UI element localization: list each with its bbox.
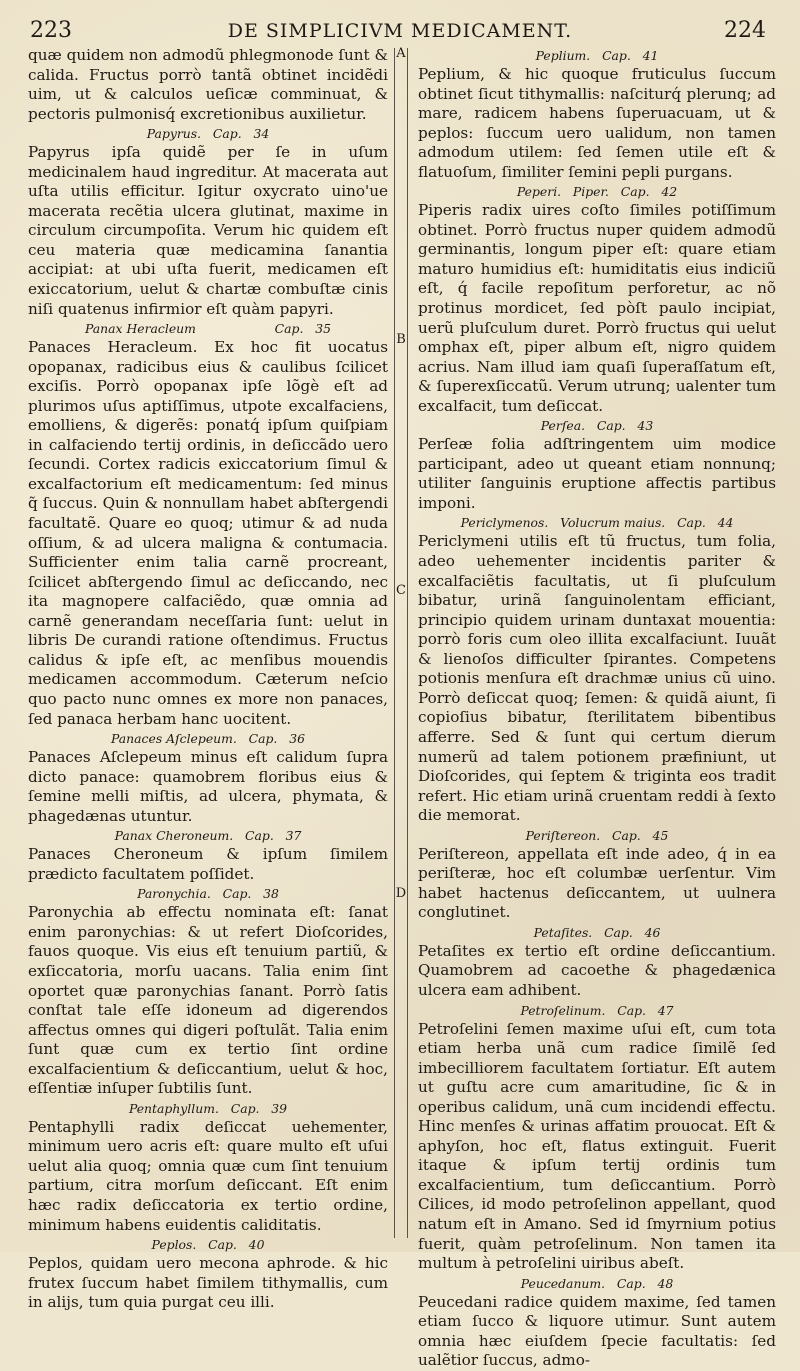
chapter-heading: Peperi. Piper. Cap. 42 xyxy=(516,184,678,200)
running-header xyxy=(0,16,800,50)
chapter-heading: Panax Cheroneum. Cap. 37 xyxy=(114,828,302,844)
paragraph: Panaces Aſclepeum minus eſt calidum ſupra dicto panace: quamobrem floribus eius & ſemine melli miſtis, ad ulcera, phymata, & phagedænas utuntur. xyxy=(28,748,388,825)
chapter-heading: Peplos. Cap. 40 xyxy=(151,1237,265,1253)
paragraph: Peplium, & hic quoque fruticulus ſuccum obtinet ſicut tithymallis: naſciturq́ plerunq; ad mare, radicem habens ſuperuacuam, ut & peplos: ſuccum uero ualidum, non tamen admodum utilem: ſed ſemen utile eſt & flatuoſum, ſimiliter ſemini pepli purgans. xyxy=(418,65,776,181)
page-number-right: 224 xyxy=(724,18,766,43)
paragraph: Panaces Cheroneum & ipſum ſimilem prædicto facultatem poſſidet. xyxy=(28,845,388,883)
chapter-heading: Peplium. Cap. 41 xyxy=(535,48,659,63)
paragraph: Panaces Heracleum. Ex hoc fit uocatus opopanax, radicibus eius & caulibus ſcilicet exciſis. Porrò opopanax ipſe lõgè eſt ad plurimos uſus aptiſſimus, utpote excalfaciens, emolliens, & digerẽs: ponatq́ ipſum quiſpiam in calfaciendo tertij ordinis, in deſiccãdo uero ſecundi. Cortex radicis exiccatorium ſimul & excalfactorium eſt medicamentum: ſed minus q̃ ſuccus. Quin & nonnullam habet abſtergendi facultatẽ. Quare eo quoq; utimur & ad nuda oſſium, & ad ulcera maligna & contumacia. Sufficienter enim talia carnẽ procreant, ſcilicet abſtergendo ſimul ac deſiccando, nec ita magnopere calfaciẽdo, quæ omnia ad carnẽ generandam neceſſaria ſunt: uelut in libris De curandi ratione oſtendimus. Fructus calidus & ipſe eſt, ac menſibus mouendis medicamen accommodum. Cæterum neſcio quo pacto nunc omnes ex more non panaces, ſed panaca herbam hanc uocitent. xyxy=(28,338,388,728)
paragraph: Papyrus ipſa quidẽ per ſe in uſum medicinalem haud ingreditur. At macerata aut uſta utilis efficitur. Igitur oxycrato uino'ue macerata recẽtia ulcera glutinat, maxime in circulum circumpoſita. Verum hic quidem eſt ceu materia quæ medicamina ſanantia accipiat: at ubi uſta fuerit, medicamen eſt exiccatorium, uelut & chartæ combuſtæ cinis niſi quatenus infirmior eſt quàm papyri. xyxy=(28,143,388,318)
paragraph: Paronychia ab effectu nominata eſt: ſanat enim paronychias: & ut refert Dioſcorides, fauos quoque. Vis eius eſt tenuium partiũ, & exſiccatoria, morſu uacans. Talia enim ſint oportet quæ paronychias ſanant. Porrò ſatis conſtat tale eſſe idoneum ad digerendos affectus omnes qui digeri poſtulãt. Talia enim ſunt quæ cum ex tertio ſint ordine excalfacientium & deſiccantium, uelut & hoc, eſſentiæ inſuper ſubtilis ſunt. xyxy=(28,903,388,1098)
left-column xyxy=(28,46,388,1313)
chapter-heading: Periſtereon. Cap. 45 xyxy=(525,827,669,843)
paragraph: Perſeæ folia adſtringentem uim modice participant, adeo ut queant etiam nonnunq; utiliter ſanguinis eruptione affectis partibus imponi. xyxy=(418,435,776,512)
margin-letter-a: A xyxy=(396,46,406,61)
chapter-heading: Panaces Aſclepeum. Cap. 36 xyxy=(111,731,305,747)
paragraph: quæ quidem non admodũ phlegmonode ſunt & calida. Fructus porrò tantã obtinet incidẽdi uim, ut & calculos ueſicæ comminuat, & pectoris pulmonisq́ excretionibus auxilietur. xyxy=(28,46,388,123)
paragraph: Pentaphylli radix deſiccat uehementer, minimum uero acris eſt: quare multo eſt uſui uelut alia quoq; omnia quæ cum ſint tenuium partium, citra morſum deſiccant. Eſt enim hæc radix deſiccatoria ex tertio ordine, minimum habens euidentis caliditatis. xyxy=(28,1117,388,1234)
chapter-heading: Peucedanum. Cap. 48 xyxy=(520,1275,674,1291)
margin-letter-c: C xyxy=(396,583,406,598)
chapter-heading: Periclymenos. Volucrum maius. Cap. 44 xyxy=(460,515,734,531)
page-number-left: 223 xyxy=(30,18,72,43)
chapter-heading: Pentaphyllum. Cap. 39 xyxy=(128,1100,288,1116)
margin-letter-d: D xyxy=(395,886,407,901)
paragraph: Periſtereon, appellata eſt inde adeo, q́ in ea periſteræ, hoc eſt columbæ uerſentur. Vim habet hactenus deſiccantem, ut uulnera conglutinet. xyxy=(418,844,776,922)
paragraph: Peucedani radice quidem maxime, ſed tamen etiam ſucco & liquore utimur. Sunt autem omnia hæc eiuſdem ſpecie facultatis: ſed ualẽtior ſuccus, admo- xyxy=(418,1292,776,1370)
paragraph: Periclymeni utilis eſt tũ fructus, tum folia, adeo uehementer incidentis pariter & excalfaciẽtis facultatis, ut ſi pluſculum bibatur, urinã ſanguinolentam efficiant, principio quidem urinam duntaxat mouentia: porrò foris cum oleo illita excalfaciunt. Iuuãt & lienoſos difficulter ſpirantes. Competens potionis menſura eſt drachmæ unius cũ uino. Porrò deſiccat quoq; ſemen: & quidã aiunt, ſi copioſius bibatur, ſterilitatem bibentibus afferre. Sed & ſunt qui certum dierum numerũ ad talem potionem præfiniunt, ut Dioſcorides, qui ſeptem & triginta eos tradit refert. Hic etiam urinã cruentam reddi à ſexto die memorat. xyxy=(418,532,776,825)
margin-letter-b: B xyxy=(396,332,406,347)
paragraph: Peplos, quidam uero mecona aphrode. & hic frutex ſuccum habet ſimilem tithymallis, cum in alijs, tum quia purgat ceu illi. xyxy=(28,1254,388,1312)
chapter-heading: Panax Heracleum Cap. 35 xyxy=(85,321,331,337)
running-title: DE SIMPLICIVM MEDICAMENT. xyxy=(227,20,573,42)
chapter-heading: Paronychia. Cap. 38 xyxy=(137,886,279,902)
paragraph: Petaſites ex tertio eſt ordine deſiccantium. Quamobrem ad cacoethe & phagedænica ulcera eam adhibent. xyxy=(418,941,776,999)
paragraph: Piperis radix uires coſto ſimiles potiſſimum obtinet. Porrò fructus nuper quidem admodũ germinantis, longum piper eſt: quare etiam maturo humidius eſt: humiditatis eius indiciũ eſt, q́ facile repoſitum perforetur, ac nõ protinus mordicet, ſed pòſt paulo incipiat, uerũ pluſculum duret. Porrò fructus qui uelut omphax eſt, piper album eſt, nigro quidem acrius. Nam illud iam quaſi ſuperaſſatum eſt, & ſuperexſiccatũ. Verum utrunq; ualenter tum excalfacit, tum deſiccat. xyxy=(418,201,776,415)
chapter-heading: Petroſelinum. Cap. 47 xyxy=(520,1002,674,1018)
chapter-heading: Petaſites. Cap. 46 xyxy=(533,924,661,940)
paragraph: Petroſelini ſemen maxime uſui eſt, cum tota etiam herba unã cum radice ſimilẽ ſed imbecilliorem facultatem ſortiatur. Eſt autem ut guſtu acre cum amaritudine, ſic & in operibus calidum, unã cum incidendi effectu. Hinc menſes & urinas affatim prouocat. Eſt & aphyſon, hoc eſt, flatus extinguit. Fuerit itaque & ipſum tertij ordinis tum excalfacientium, tum deſiccantium. Porrò Cilices, id modo petroſelinon appellant, quod natum eſt in Amano. Sed id ſmyrnium potius fuerit, quàm petroſelinum. Non tamen ita multum à petroſelini uiribus abeſt. xyxy=(418,1019,776,1273)
column-gutter xyxy=(394,48,408,1238)
right-column xyxy=(418,46,776,1371)
chapter-heading: Perſea. Cap. 43 xyxy=(540,418,654,434)
chapter-heading: Papyrus. Cap. 34 xyxy=(146,126,270,142)
